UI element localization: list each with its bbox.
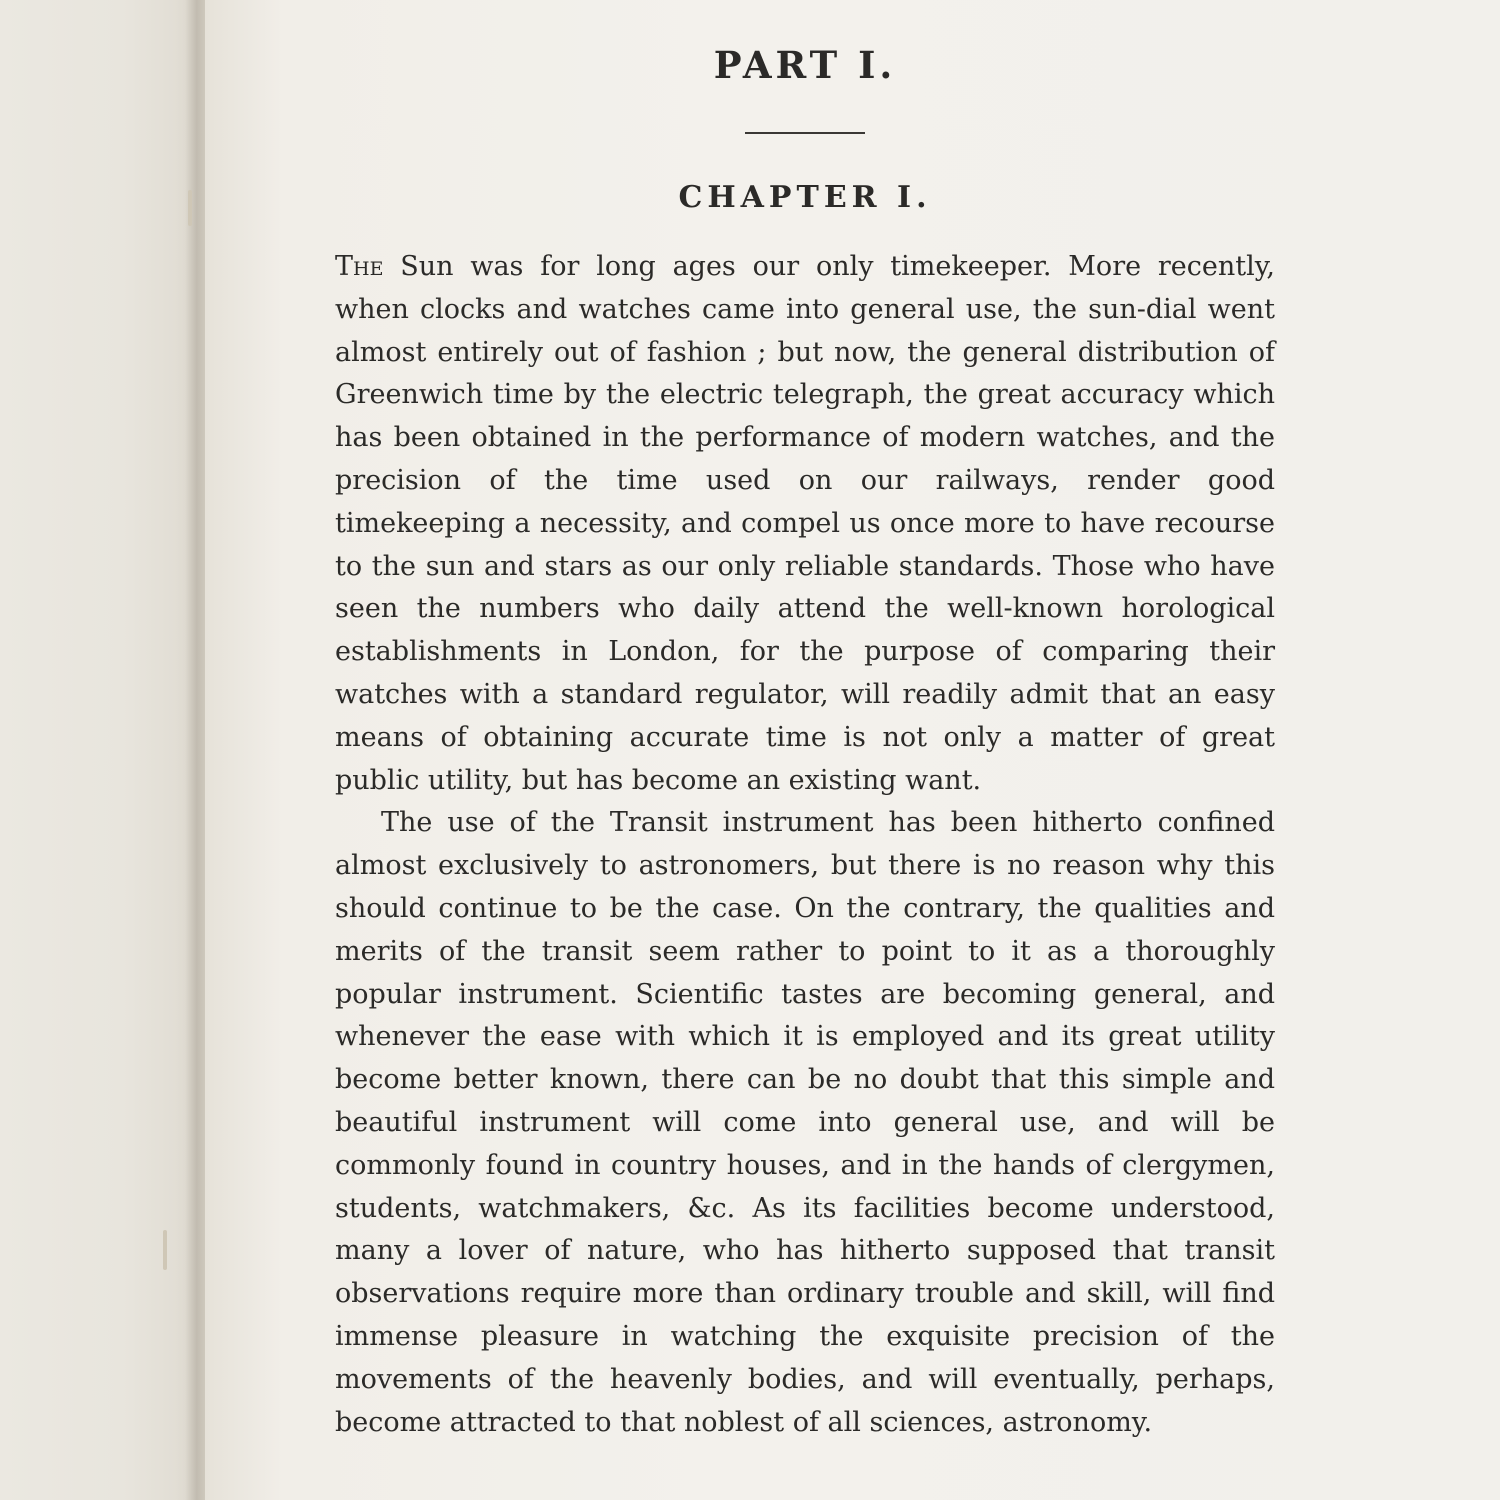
binding-thread <box>163 1230 167 1270</box>
paragraph-1 <box>335 246 1275 802</box>
chapter-title: CHAPTER I. <box>678 180 932 215</box>
paragraph-text: Sun was for long ages our only timekeeper. More recently, when clocks and watches came into general use, the sun-dial went almost entirely out of fashion ; but now, the general distribution of Greenwich time by the electric telegraph, the great accuracy which has been obtained in the performance of modern watches, and the precision of the time used on our railways, render good timekeeping a necessity, and compel us once more to have recourse to the sun and stars as our only reliable standards. Those who have seen the numbers who daily attend the well-known horological establishments in London, for the purpose of comparing their watches with a standard regulator, will readily admit that an easy means of obtaining accurate time is not only a matter of great public utility, but has become an existing want. <box>335 251 1275 796</box>
page-text <box>335 40 1275 1444</box>
title-rule <box>745 132 865 134</box>
paragraph-lead: The <box>335 251 384 282</box>
part-title: PART I. <box>713 43 897 87</box>
binding-thread <box>188 190 192 226</box>
paragraph-2: The use of the Transit instrument has been hitherto confined almost exclusively to astronomers, but there is no reason why this should continue to be the case. On the contrary, the qualities and merits of the transit seem rather to point to it as a thoroughly popular instrument. Scientific tastes are becoming general, and whenever the ease with which it is employed and its great utility become better known, there can be no doubt that this simple and beautiful instrument will come into general use, and will be commonly found in country houses, and in the hands of clergymen, students, watchmakers, &c. As its facilities become understood, many a lover of nature, who has hitherto supposed that transit observations require more than ordinary trouble and skill, will find immense pleasure in watching the exquisite precision of the movements of the heavenly bodies, and will eventually, perhaps, become attracted to that noblest of all sciences, astronomy. <box>335 807 1275 1438</box>
left-page <box>0 0 205 1500</box>
